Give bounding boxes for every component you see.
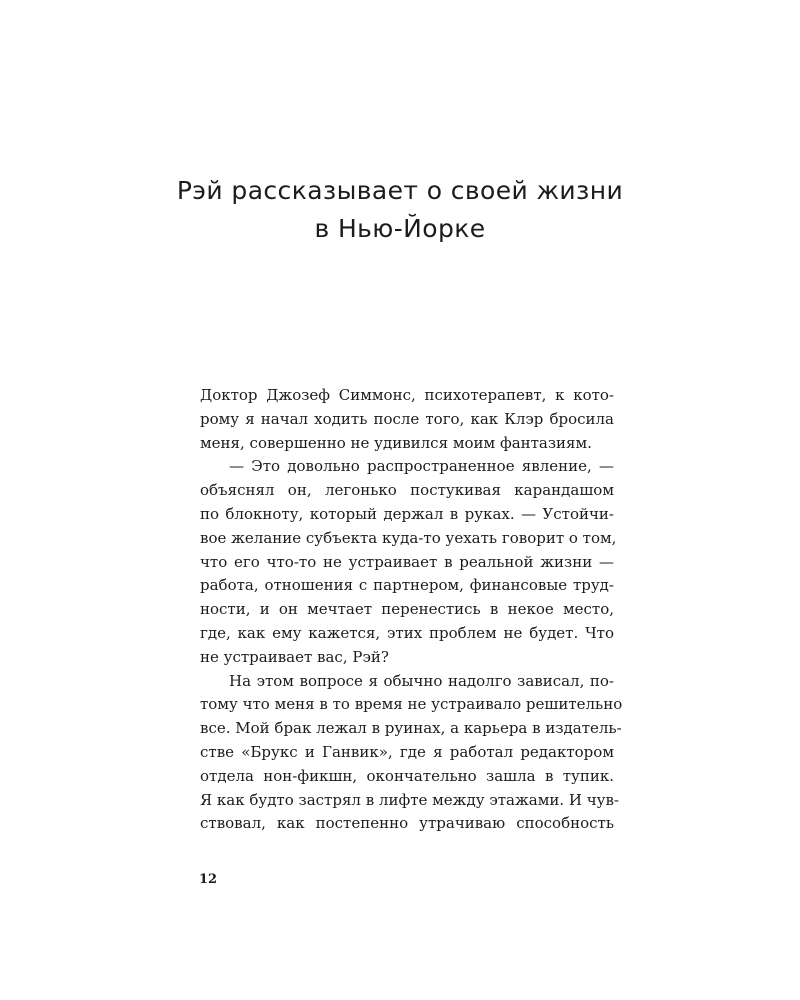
page-number: 12: [199, 872, 218, 887]
body-text: [200, 384, 623, 836]
text-line: ствовал, как постепенно утрачиваю способность: [200, 814, 614, 833]
chapter-title-line-1: Рэй рассказывает о своей жизни: [176, 176, 624, 205]
text-line: не устраивает вас, Рэй?: [200, 647, 389, 666]
text-line: по блокноту, который держал в руках. — Устойчи-: [200, 504, 614, 523]
text-line: Я как будто застрял в лифте между этажами. И чув-: [200, 790, 620, 809]
text-line: Доктор Джозеф Симмонс, психотерапевт, к кото-: [200, 386, 614, 404]
chapter-title-line-2: в Нью-Йорке: [314, 214, 486, 243]
text-line: все. Мой брак лежал в руинах, а карьера в издатель-: [200, 719, 622, 738]
text-line: тому что меня в то время не устраивало решительно: [200, 695, 623, 714]
text-line: На этом вопросе я обычно надолго зависал, по-: [229, 671, 614, 690]
text-line: вое желание субъекта куда-то уехать говорит о том,: [200, 528, 617, 547]
text-line: что его что-то не устраивает в реальной жизни —: [200, 552, 614, 571]
text-line: объяснял он, легонько постукивая карандашом: [200, 481, 614, 500]
chapter-title: [150, 172, 650, 248]
text-line: работа, отношения с партнером, финансовые труд-: [200, 576, 614, 595]
text-line: стве «Брукс и Ганвик», где я работал редактором: [200, 742, 614, 761]
text-line: рому я начал ходить после того, как Клэр бросила: [200, 409, 614, 428]
text-line: где, как ему кажется, этих проблем не будет. Что: [200, 623, 614, 642]
text-line: отдела нон-фикшн, окончательно зашла в тупик.: [200, 766, 614, 785]
text-line: — Это довольно распространенное явление, —: [229, 457, 614, 476]
text-line: меня, совершенно не удивился моим фантазиям.: [200, 433, 592, 452]
text-line: ности, и он мечтает перенестись в некое место,: [200, 600, 614, 619]
